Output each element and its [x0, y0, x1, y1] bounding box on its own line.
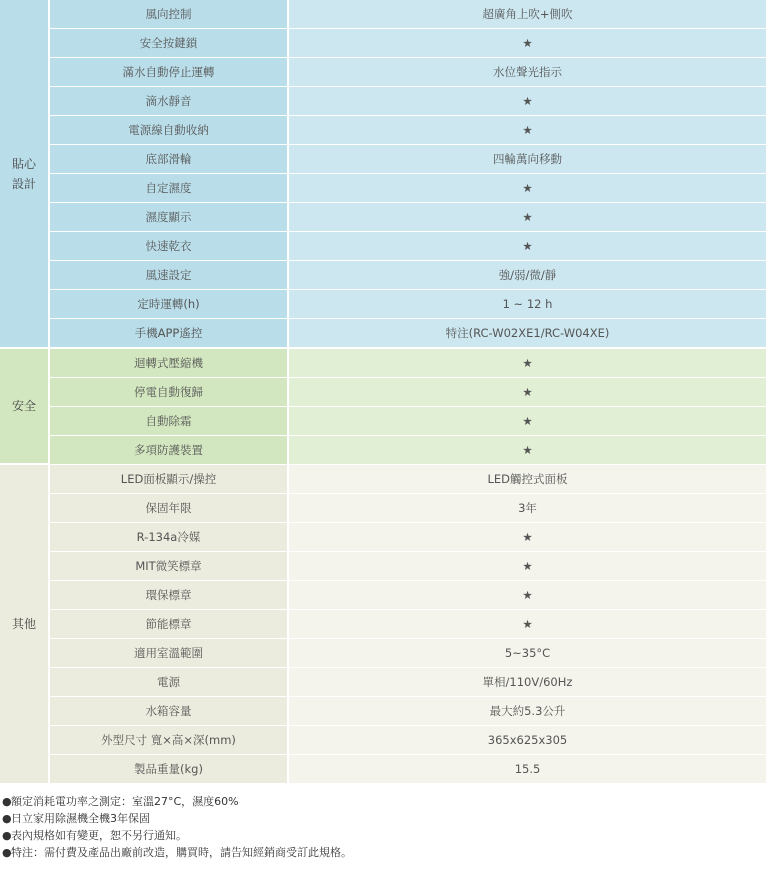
spec-value: 水位聲光指示	[289, 58, 766, 86]
spec-value: ★	[289, 349, 766, 377]
bullet-icon: ●	[2, 812, 12, 825]
table-row	[50, 610, 766, 638]
spec-value: 1 ~ 12 h	[289, 290, 766, 318]
category-label: 貼心	[11, 156, 36, 171]
bullet-icon: ●	[2, 829, 12, 842]
table-row	[50, 668, 766, 696]
spec-value: ★	[289, 174, 766, 202]
spec-value: 15.5	[289, 755, 766, 783]
table-row	[50, 494, 766, 522]
spec-value: LED觸控式面板	[289, 465, 766, 493]
spec-label: 滴水靜音	[50, 87, 287, 115]
footnote-item	[2, 810, 352, 827]
spec-label: 風向控制	[50, 0, 287, 28]
spec-label: LED面板顯示/操控	[50, 465, 287, 493]
spec-label: 電源線自動收納	[50, 116, 287, 144]
table-row	[50, 523, 766, 551]
spec-value: 365x625x305	[289, 726, 766, 754]
spec-label: R-134a冷媒	[50, 523, 287, 551]
spec-label: MIT微笑標章	[50, 552, 287, 580]
table-row	[50, 639, 766, 667]
table-row	[50, 261, 766, 289]
spec-label: 風速設定	[50, 261, 287, 289]
table-row	[50, 174, 766, 202]
category-cell-design	[0, 0, 48, 347]
footnote-item	[2, 827, 352, 844]
footnote-text: 額定消耗電功率之測定：室溫27°C，濕度60%	[11, 795, 239, 808]
spec-value: 特注(RC-W02XE1/RC-W04XE)	[289, 319, 766, 347]
spec-value: ★	[289, 523, 766, 551]
table-row	[50, 319, 766, 347]
table-row	[50, 29, 766, 57]
spec-value: ★	[289, 29, 766, 57]
table-row	[50, 726, 766, 754]
spec-label: 製品重量(kg)	[50, 755, 287, 783]
bullet-icon: ●	[2, 795, 12, 808]
category-label: 安全	[11, 399, 36, 413]
spec-label: 外型尺寸 寬×高×深(mm)	[50, 726, 287, 754]
table-row	[50, 552, 766, 580]
category-label: 其他	[11, 617, 36, 631]
spec-value: ★	[289, 116, 766, 144]
category-cell-safety	[0, 349, 48, 463]
table-row	[50, 203, 766, 231]
table-row	[50, 232, 766, 260]
table-row	[50, 697, 766, 725]
spec-label: 環保標章	[50, 581, 287, 609]
spec-label: 多項防護裝置	[50, 436, 287, 464]
table-row	[50, 378, 766, 406]
table-row	[50, 407, 766, 435]
bullet-icon: ●	[2, 846, 12, 859]
spec-value: ★	[289, 378, 766, 406]
table-row	[50, 465, 766, 493]
spec-label: 迴轉式壓縮機	[50, 349, 287, 377]
table-row	[50, 145, 766, 173]
spec-value: ★	[289, 407, 766, 435]
table-row	[50, 349, 766, 377]
footnote-text: 特注：需付費及產品出廠前改造，購買時，請告知經銷商受訂此規格。	[11, 846, 352, 859]
spec-label: 停電自動復歸	[50, 378, 287, 406]
spec-value: ★	[289, 87, 766, 115]
table-row	[50, 58, 766, 86]
spec-value: 強/弱/微/靜	[289, 261, 766, 289]
spec-value: ★	[289, 581, 766, 609]
spec-value: 超廣角上吹+側吹	[289, 0, 766, 28]
spec-value: ★	[289, 203, 766, 231]
spec-label: 安全按鍵鎖	[50, 29, 287, 57]
spec-label: 保固年限	[50, 494, 287, 522]
table-row	[50, 0, 766, 28]
spec-value: 四輪萬向移動	[289, 145, 766, 173]
table-row	[50, 116, 766, 144]
footnote-item	[2, 793, 352, 810]
category-cell-other	[0, 465, 48, 783]
table-row	[50, 87, 766, 115]
spec-label: 快速乾衣	[50, 232, 287, 260]
spec-value: 5~35°C	[289, 639, 766, 667]
spec-value: ★	[289, 436, 766, 464]
spec-value: ★	[289, 232, 766, 260]
category-label: 設計	[11, 176, 36, 191]
spec-value: ★	[289, 610, 766, 638]
table-row	[50, 755, 766, 783]
footnote-text: 表內規格如有變更，恕不另行通知。	[11, 829, 187, 842]
spec-label: 電源	[50, 668, 287, 696]
footnote-item	[2, 844, 352, 861]
spec-value: 3年	[289, 494, 766, 522]
spec-value: 單相/110V/60Hz	[289, 668, 766, 696]
spec-value: ★	[289, 552, 766, 580]
footnote-text: 日立家用除濕機全機3年保固	[11, 812, 150, 825]
spec-label: 節能標章	[50, 610, 287, 638]
spec-label: 底部滑輪	[50, 145, 287, 173]
spec-label: 適用室溫範圍	[50, 639, 287, 667]
spec-value: 最大約5.3公升	[289, 697, 766, 725]
table-row	[50, 436, 766, 464]
spec-label: 滿水自動停止運轉	[50, 58, 287, 86]
spec-label: 水箱容量	[50, 697, 287, 725]
table-row	[50, 290, 766, 318]
table-row	[50, 581, 766, 609]
footnotes	[2, 793, 352, 861]
spec-label: 濕度顯示	[50, 203, 287, 231]
spec-label: 手機APP遙控	[50, 319, 287, 347]
spec-label: 自定濕度	[50, 174, 287, 202]
spec-label: 定時運轉(h)	[50, 290, 287, 318]
spec-label: 自動除霜	[50, 407, 287, 435]
